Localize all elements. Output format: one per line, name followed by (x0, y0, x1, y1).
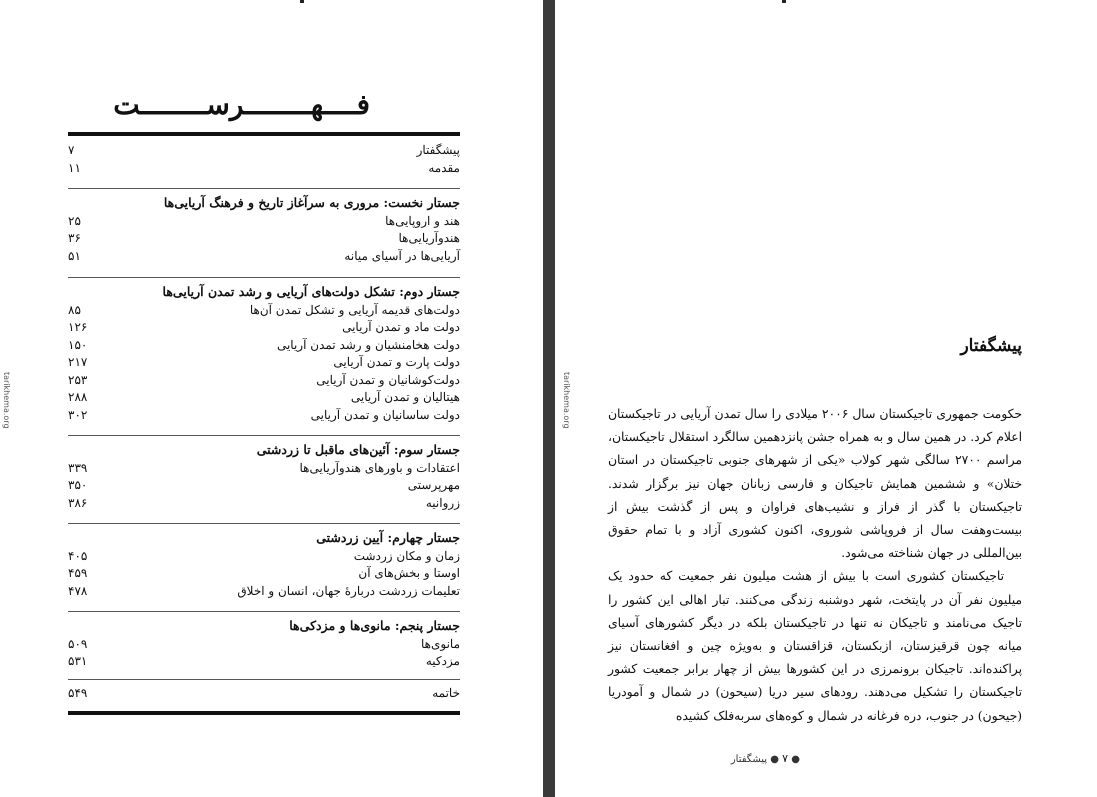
toc-divider (68, 277, 460, 278)
toc-entry-page: ۳۳۹ (68, 460, 88, 475)
toc-entry-label: دولت پارت و تمدن آریایی (333, 355, 460, 369)
toc-entry-page: ۵۴۹ (68, 686, 88, 700)
toc-entry-label: آریایی‌ها در آسیای میانه (344, 248, 460, 263)
toc-entry[interactable] (68, 460, 460, 477)
toc-entry-page: ۳۵۰ (68, 478, 88, 492)
toc-entry-page: ۴۷۸ (68, 583, 88, 598)
toc-entry[interactable] (68, 495, 460, 512)
toc-entry[interactable] (68, 248, 460, 265)
toc-entry-label: هندوآریایی‌ها (398, 231, 460, 245)
toc-entry[interactable] (68, 685, 460, 702)
toc-heading-label: جستار چهارم: آیین زردشتی (316, 530, 460, 545)
toc-entry[interactable] (68, 230, 460, 247)
page-footer (700, 752, 800, 765)
toc-entry-label: زمان و مکان زردشت (353, 548, 460, 563)
toc-entry[interactable] (68, 337, 460, 354)
toc-entry-page: ۴۵۹ (68, 566, 88, 580)
toc-entry[interactable] (68, 160, 460, 177)
bullet-icon: ● (770, 754, 779, 765)
toc-entry-page: ۲۸۸ (68, 390, 88, 404)
top-crop-mark (300, 0, 304, 3)
toc-entry[interactable] (68, 389, 460, 406)
toc-entry-page: ۳۶ (68, 231, 81, 245)
toc-entry-label: اوستا و بخش‌های آن (358, 566, 460, 580)
toc-entry[interactable] (68, 302, 460, 319)
toc-entry-label: دولت ساسانیان و تمدن آریایی (310, 407, 460, 422)
toc-entry-page: ۱۱ (68, 160, 81, 175)
toc-entry-page: ۵۳۱ (68, 654, 88, 668)
toc-divider (68, 435, 460, 436)
toc-entry[interactable] (68, 354, 460, 371)
toc-heading-label: جستار نخست: مروری به سرآغاز تاریخ و فرهنگ آریایی‌ها (163, 195, 460, 210)
toc-entry-label: دولت ماد و تمدن آریایی (342, 320, 460, 334)
toc-entry-page: ۵۰۹ (68, 636, 88, 651)
toc-entry-page: ۷ (68, 143, 75, 157)
chapter-body (608, 403, 1022, 728)
watermark-right: tarikhema.org (562, 372, 571, 429)
toc-entry-label: اعتقادات و باورهای هندوآریایی‌ها (299, 460, 460, 475)
toc-entry-page: ۱۲۶ (68, 320, 88, 334)
toc-entry-page: ۸۵ (68, 302, 81, 317)
toc-bottom-rule (68, 711, 460, 715)
toc-entry-page: ۲۵۳ (68, 372, 88, 387)
running-title: پیشگفتار (730, 754, 768, 765)
top-crop-mark (782, 0, 786, 3)
toc-entry[interactable] (68, 636, 460, 653)
toc-entry[interactable] (68, 548, 460, 565)
toc-entry-label: خاتمه (432, 686, 460, 700)
toc-entry-label: تعلیمات زردشت دربارهٔ جهان، انسان و اخلاق (237, 583, 460, 598)
toc-entry-page: ۵۱ (68, 248, 81, 263)
bullet-icon: ● (791, 754, 800, 765)
toc-section-heading (68, 194, 460, 211)
body-paragraph: تاجیکستان کشوری است با بیش از هشت میلیون نفر جمعیت که حدود یک میلیون نفر آن در پایتخت، شهر دوشنبه زندگی می‌کنند. تبار اهالی این کشور را تاجیک می‌نامند و تاجیکان نه تنها در تاجیکستان بلکه در دیگر کشورهای آسیای میانه چون قرقیزستان، ازبکستان، قزاقستان و به‌ویژه چین و افغانستان نیز پراکنده‌اند. تاجیکان برونمرزی در این کشورها بیش از چهار برابر جمعیت کشور تاجیکستان را تشکیل می‌دهند. رودهای سیر دریا (سیحون) در شمال و آمودریا (جیحون) در جنوب، دره فرغانه در شمال و کوه‌های سربه‌فلک کشیده (608, 569, 1022, 723)
toc-divider (68, 611, 460, 612)
toc-heading-label: جستار سوم: آئین‌های ماقبل تا زردشتی (256, 442, 460, 457)
toc-section-heading (68, 283, 460, 300)
body-paragraph: حکومت جمهوری تاجیکستان سال ۲۰۰۶ میلادی را سال تمدن آریایی در تاجیکستان اعلام کرد. در همین سال و به همراه جشن پانزدهمین سالگرد استقلال تاجیکستان، مراسم ۲۷۰۰ سالگی شهر کولاب «یکی از شهرهای جنوبی تاجیکستان در استان ختلان» و ششمین همایش تاجیکان و فارسی زبانان جهان نیز برگزار شدند. تاجیکستان با گذر از فراز و نشیب‌های فراوان و پس از گذشت بیش از بیست‌وهفت سال از فروپاشی شوروی، اکنون کشوری آزاد و با تمام حقوق بین‌المللی در جهان شناخته می‌شود. (608, 407, 1022, 561)
toc-entry-label: هند و اروپایی‌ها (385, 213, 460, 228)
toc-section-heading (68, 529, 460, 546)
toc-title: فــــهــــــــرســــــــت (113, 88, 370, 121)
toc-entry-label: مهرپرستی (407, 478, 460, 492)
toc-entry[interactable] (68, 477, 460, 494)
toc-heading-label: جستار دوم: تشکل دولت‌های آریایی و رشد تمدن آریایی‌ها (162, 284, 460, 299)
toc-entry[interactable] (68, 565, 460, 582)
toc-entry-label: دولت‌های قدیمه آریایی و تشکل تمدن آن‌ها (249, 302, 460, 317)
watermark-left: tarikhema.org (2, 372, 11, 429)
toc-divider (68, 679, 460, 680)
toc-entry-page: ۳۰۲ (68, 407, 88, 422)
toc-entry[interactable] (68, 583, 460, 600)
toc-entry[interactable] (68, 142, 460, 159)
toc-heading-label: جستار پنجم: مانوی‌ها و مزدکی‌ها (289, 618, 460, 633)
page-number: ۷ (782, 752, 789, 765)
toc-section-heading (68, 441, 460, 458)
toc-entry-label: پیشگفتار (416, 143, 460, 157)
book-spine (543, 0, 555, 797)
toc-entry[interactable] (68, 319, 460, 336)
toc-entry[interactable] (68, 653, 460, 670)
toc-entry[interactable] (68, 372, 460, 389)
toc-entry-label: دولت‌کوشانیان و تمدن آریایی (316, 372, 460, 387)
toc-entry-label: دولت هخامنشیان و رشد تمدن آریایی (276, 337, 460, 352)
toc-entry-page: ۱۵۰ (68, 337, 88, 352)
toc-entry-page: ۲۱۷ (68, 355, 88, 369)
toc-entry[interactable] (68, 213, 460, 230)
toc-entry-label: زروانیه (425, 495, 460, 510)
chapter-title: پیشگفتار (960, 336, 1022, 356)
toc-divider (68, 523, 460, 524)
toc-entry-label: هیتالیان و تمدن آریایی (350, 390, 460, 404)
toc-entry-label: مزدکیه (425, 654, 460, 668)
toc-entry-page: ۴۰۵ (68, 548, 88, 563)
toc-entry[interactable] (68, 407, 460, 424)
toc-divider (68, 188, 460, 189)
toc-entry-label: مقدمه (428, 160, 460, 175)
toc-section-heading (68, 617, 460, 634)
toc-entry-page: ۲۵ (68, 213, 81, 228)
toc-entry-label: مانوی‌ها (421, 636, 460, 651)
toc-entry-page: ۳۸۶ (68, 495, 88, 510)
toc-top-rule (68, 132, 460, 136)
